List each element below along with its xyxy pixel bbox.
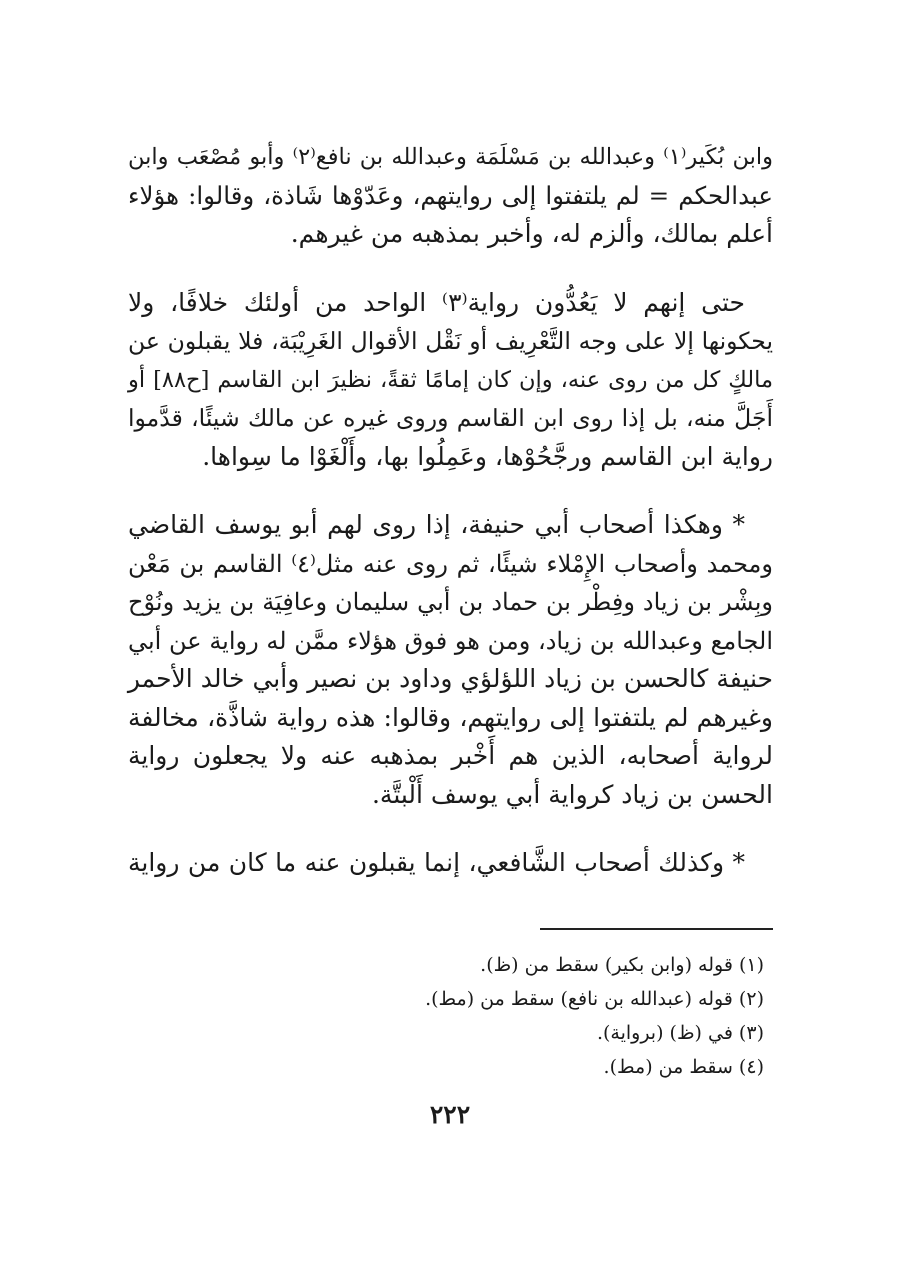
footnotes: [127, 948, 772, 1084]
footnote-separator: [540, 928, 773, 930]
text-line: ومحمد وأصحاب الإِمْلاء شيئًا، ثم روى عنه مثل⁽٤⁾ القاسم بن مَعْن: [128, 549, 773, 578]
text-line: وغيرهم لم يلتفتوا إلى روايتهم، وقالوا: هذه رواية شاذَّة، مخالفة: [128, 702, 773, 732]
footnote-3: (٣) في (ظ) (برواية).: [596, 1022, 764, 1044]
text-line: أعلم بمالك، وألزم له، وأخبر بمذهبه من غيرهم.: [290, 219, 773, 248]
text-line: وابن بُكَير⁽١⁾ وعبدالله بن مَسْلَمَة وعبدالله بن نافع⁽٢⁾ وأبو مُصْعَب وابن: [128, 144, 773, 170]
footnote-4: (٤) سقط من (مط).: [603, 1056, 764, 1078]
text-line: يحكونها إلا على وجه التَّعْرِيف أو نَقْل الأقوال الغَرِيْبَة، فلا يقبلون عن: [128, 327, 773, 355]
paragraph-2: [128, 284, 773, 477]
text-line: عبدالحكم = لم يلتفتوا إلى روايتهم، وعَدّوْها شَاذة، وقالوا: هؤلاء: [128, 180, 773, 210]
text-line: لرواية أصحابه، الذين هم أَخْبر بمذهبه عنه ولا يجعلون رواية: [128, 741, 773, 770]
page-number: ٢٢٢: [429, 1100, 471, 1129]
text-line: حنيفة كالحسن بن زياد اللؤلؤي وداود بن نصير وأبي خالد الأحمر: [127, 664, 773, 693]
text-line: وبِشْر بن زياد وفِطْر بن حماد بن أبي سليمان وعافِيَة بن يزيد ونُوْح: [128, 588, 773, 616]
paragraph-3: [128, 506, 773, 814]
paragraph-4: [128, 844, 773, 883]
text-line: * وكذلك أصحاب الشَّافعي، إنما يقبلون عنه ما كان من رواية: [128, 848, 745, 877]
text-line: رواية ابن القاسم ورجَّحُوْها، وعَمِلُوا بها، وأَلْغَوْا ما سِواها.: [202, 441, 773, 471]
text-line: حتى إنهم لا يَعُدُّون رواية⁽٣⁾ الواحد من أولئك خلافًا، ولا: [128, 287, 745, 317]
page-body: [128, 138, 773, 899]
paragraph-1: [128, 138, 773, 254]
footnote-2: (٢) قوله (عبدالله بن نافع) سقط من (مط).: [425, 988, 764, 1010]
text-line: مالكٍ كل من روى عنه، وإن كان إمامًا ثقةً، نظيرَ ابن القاسم [ح٨٨] أو: [128, 366, 774, 393]
text-line: الحسن بن زياد كرواية أبي يوسف أَلْبتَّة.: [371, 779, 773, 809]
text-line: * وهكذا أصحاب أبي حنيفة، إذا روى لهم أبو يوسف القاضي: [128, 510, 745, 539]
footnote-1: (١) قوله (وابن بكير) سقط من (ظ).: [480, 954, 764, 976]
text-line: أَجَلَّ منه، بل إذا روى ابن القاسم وروى غيره عن مالك شيئًا، قدَّموا: [128, 404, 773, 432]
text-line: الجامع وعبدالله بن زياد، ومن هو فوق هؤلاء ممَّن له رواية عن أبي: [128, 626, 773, 655]
